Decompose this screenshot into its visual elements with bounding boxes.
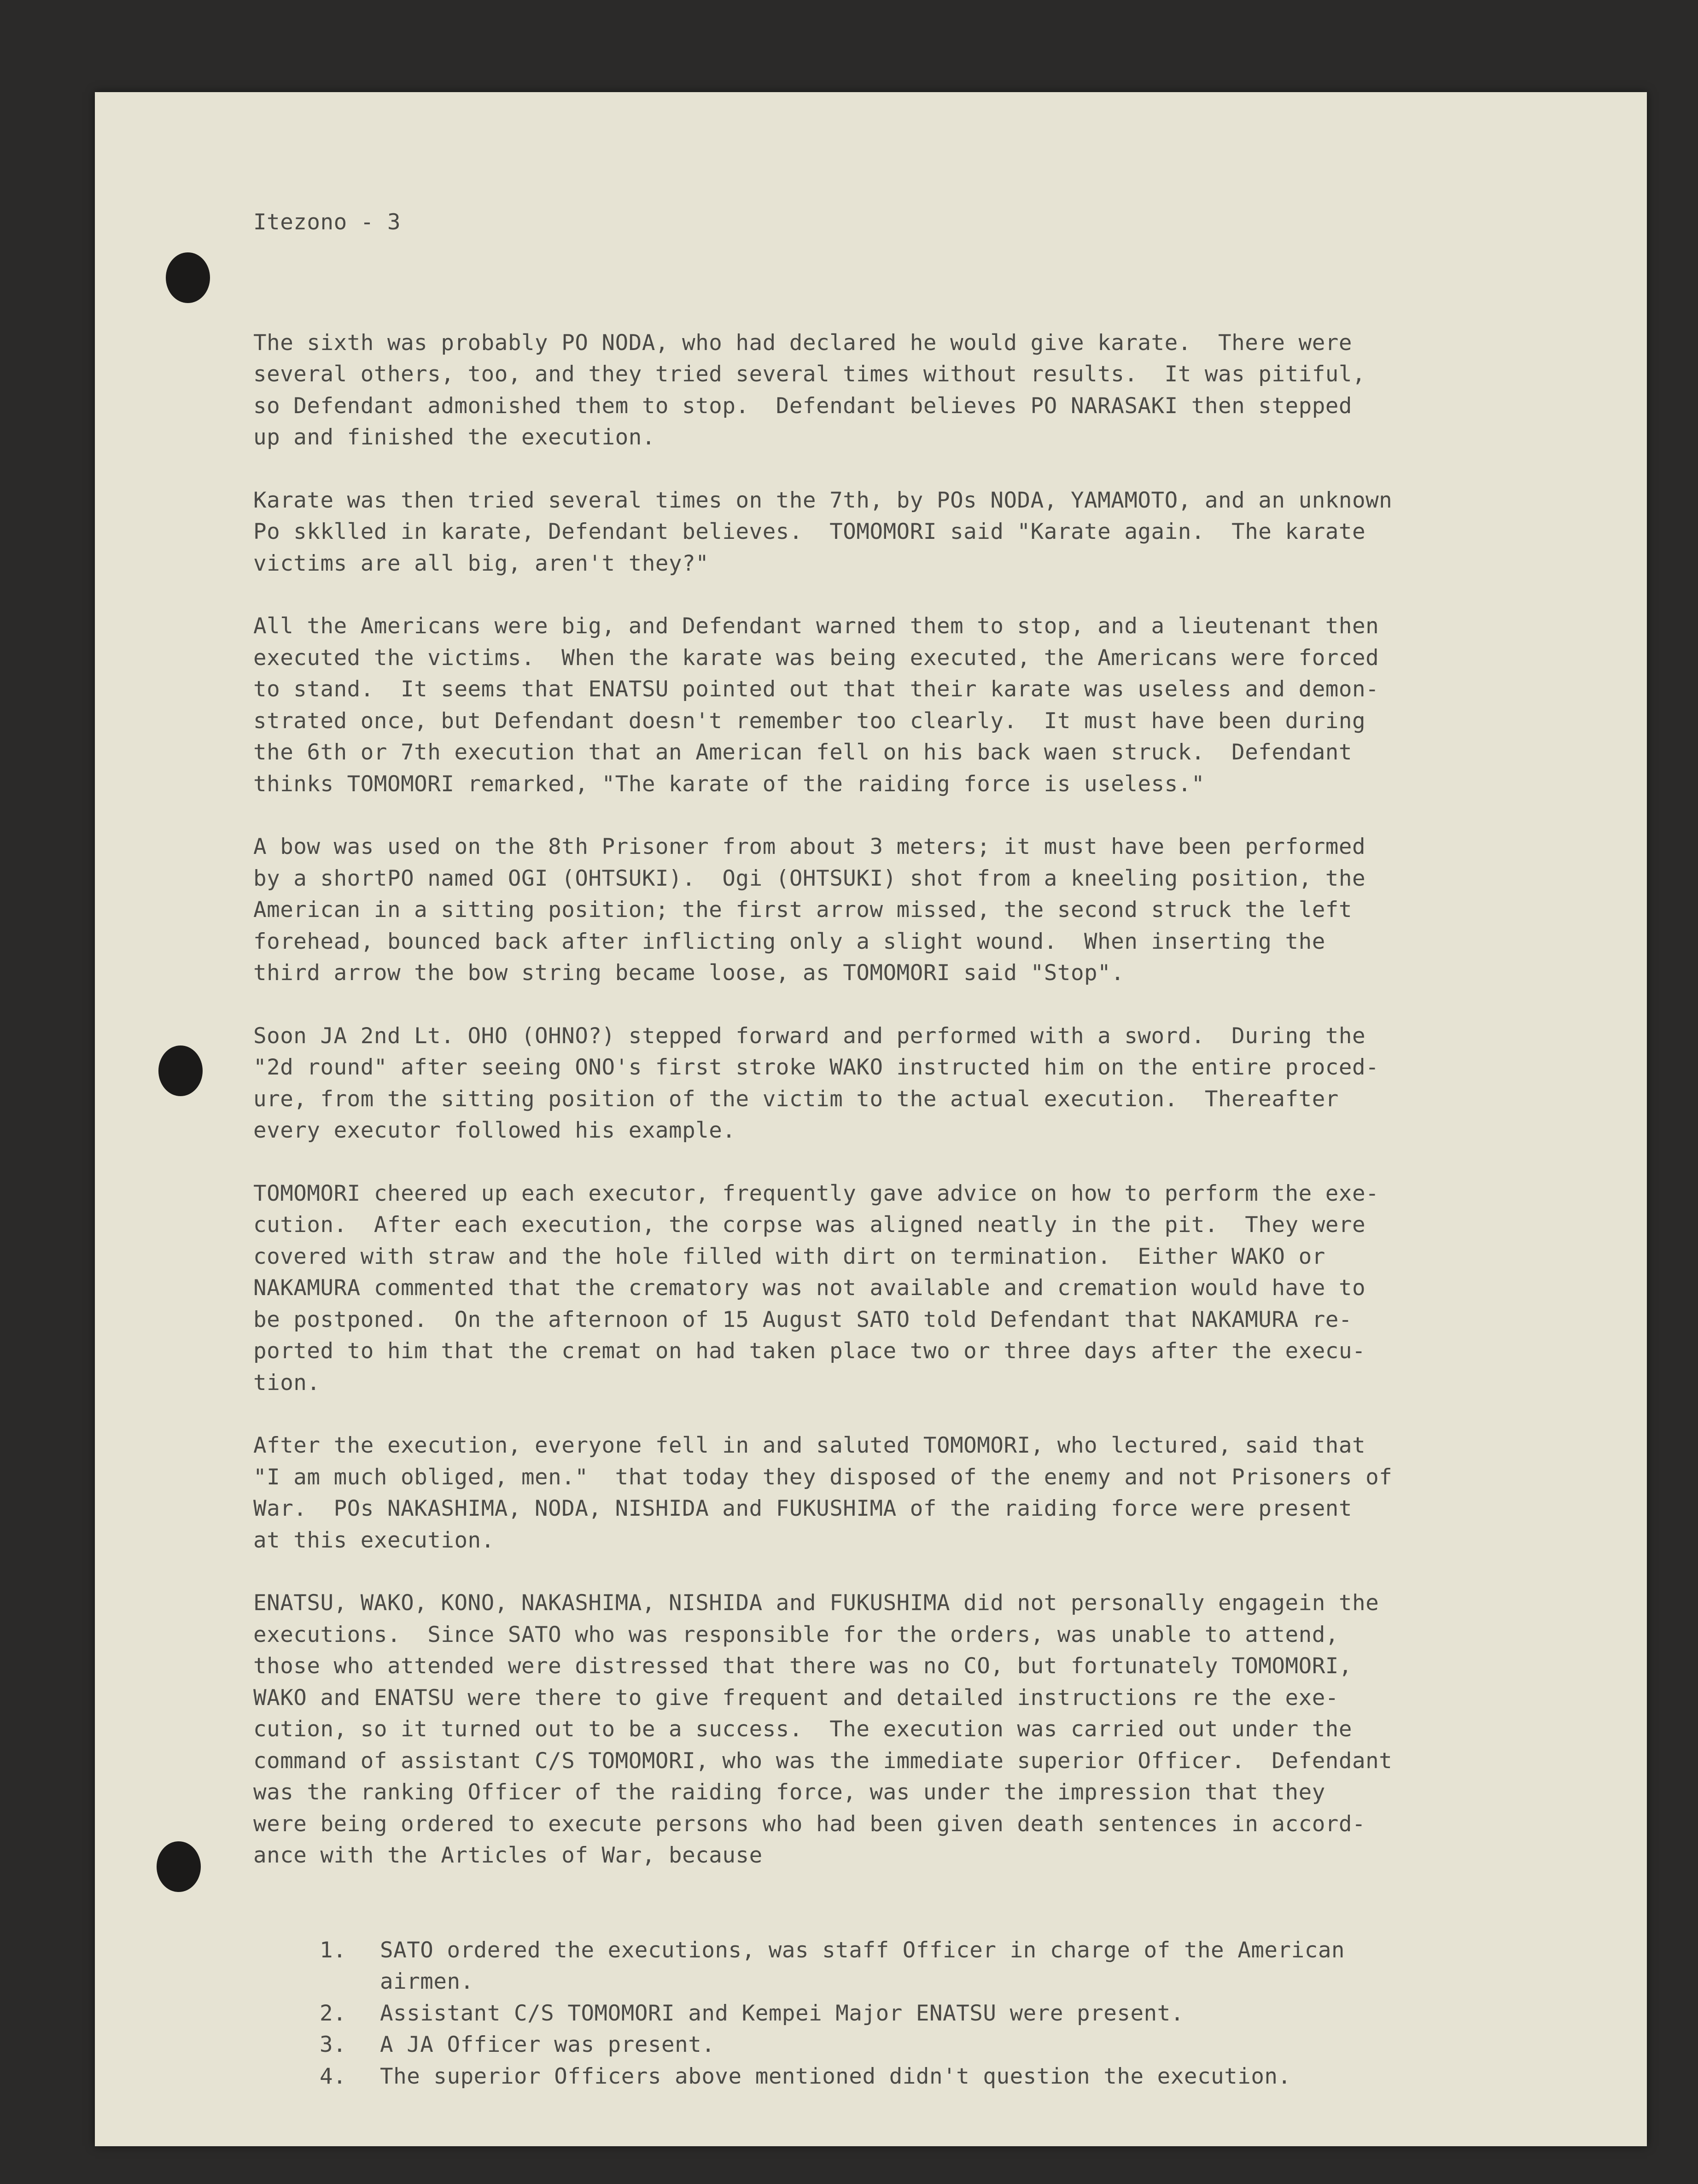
text-line: the 6th or 7th execution that an American fell on his back waen struck. Defendant: [253, 740, 1352, 765]
list-text: Assistant C/S TOMOMORI and Kempei Major ENATSU were present.: [380, 2000, 1184, 2026]
text-line: those who attended were distressed that there was no CO, but fortunately TOMOMORI,: [253, 1653, 1352, 1679]
text-line: "2d round" after seeing ONO's first stroke WAKO instructed him on the entire proced-: [253, 1055, 1379, 1080]
text-line: Po skklled in karate, Defendant believes. TOMOMORI said "Karate again. The karate: [253, 519, 1366, 544]
text-line: tion.: [253, 1370, 321, 1396]
text-line: War. POs NAKASHIMA, NODA, NISHIDA and FUKUSHIMA of the raiding force were present: [253, 1496, 1352, 1521]
list-item: [253, 1998, 1589, 2030]
list-text: SATO ordered the executions, was staff Officer in charge of the American: [380, 1937, 1345, 1963]
punch-hole-bottom: [157, 1841, 201, 1892]
text-line: by a shortPO named OGI (OHTSUKI). Ogi (OHTSUKI) shot from a kneeling position, the: [253, 865, 1366, 891]
text-line: so Defendant admonished them to stop. Defendant believes PO NARASAKI then stepped: [253, 393, 1352, 419]
list-number: 4.: [320, 2063, 347, 2089]
paragraph: [253, 1588, 1589, 1872]
paragraph: [253, 1021, 1589, 1147]
text-line: After the execution, everyone fell in and saluted TOMOMORI, who lectured, said that: [253, 1433, 1366, 1458]
text-line: up and finished the execution.: [253, 425, 655, 450]
text-line: A bow was used on the 8th Prisoner from about 3 meters; it must have been performed: [253, 834, 1366, 859]
text-line: was the ranking Officer of the raiding force, was under the impression that they: [253, 1780, 1325, 1805]
text-line: several others, too, and they tried several times without results. It was pitiful,: [253, 362, 1366, 387]
numbered-list: [253, 1935, 1589, 2093]
text-line: at this execution.: [253, 1527, 495, 1553]
punch-hole-middle: [158, 1045, 203, 1096]
text-line: executions. Since SATO who was responsible for the orders, was unable to attend,: [253, 1622, 1339, 1647]
list-item: [253, 1935, 1589, 1967]
text-line: ENATSU, WAKO, KONO, NAKASHIMA, NISHIDA and FUKUSHIMA did not personally engagein the: [253, 1590, 1379, 1616]
text-line: The sixth was probably PO NODA, who had declared he would give karate. There were: [253, 330, 1352, 356]
text-line: WAKO and ENATSU were there to give frequent and detailed instructions re the exe-: [253, 1685, 1339, 1711]
paragraph: [253, 485, 1589, 580]
list-text: A JA Officer was present.: [380, 2032, 715, 2057]
text-line: ure, from the sitting position of the victim to the actual execution. Thereafter: [253, 1086, 1339, 1112]
list-number: 2.: [320, 2000, 347, 2026]
text-line: NAKAMURA commented that the crematory was not available and cremation would have to: [253, 1275, 1366, 1301]
list-item: [253, 2061, 1589, 2093]
text-line: Karate was then tried several times on the 7th, by POs NODA, YAMAMOTO, and an unknown: [253, 487, 1393, 513]
text-line: All the Americans were big, and Defendant warned them to stop, and a lieutenant then: [253, 613, 1379, 639]
paragraph: [253, 1178, 1589, 1399]
paragraph: [253, 1430, 1589, 1556]
list-text: The superior Officers above mentioned didn't question the execution.: [380, 2063, 1291, 2089]
text-line: ance with the Articles of War, because: [253, 1843, 763, 1868]
text-line: Soon JA 2nd Lt. OHO (OHNO?) stepped forward and performed with a sword. During the: [253, 1023, 1366, 1049]
text-line: every executor followed his example.: [253, 1118, 736, 1143]
text-line: "I am much obliged, men." that today they disposed of the enemy and not Prisoners of: [253, 1464, 1393, 1490]
text-line: were being ordered to execute persons who had been given death sentences in accord-: [253, 1811, 1366, 1837]
paragraph: [253, 327, 1589, 454]
paragraph: [253, 611, 1589, 800]
paragraph: [253, 831, 1589, 989]
text-line: cution, so it turned out to be a success. The execution was carried out under the: [253, 1717, 1352, 1742]
page-header: Itezono - 3: [253, 210, 401, 235]
text-line: victims are all big, aren't they?": [253, 550, 709, 576]
list-item: [253, 1966, 1589, 1998]
text-line: ported to him that the cremat on had taken place two or three days after the execu-: [253, 1338, 1366, 1364]
paragraphs: [253, 327, 1589, 1872]
text-line: thinks TOMOMORI remarked, "The karate of the raiding force is useless.": [253, 771, 1205, 797]
text-line: strated once, but Defendant doesn't remember too clearly. It must have been during: [253, 708, 1366, 734]
text-line: be postponed. On the afternoon of 15 August SATO told Defendant that NAKAMURA re-: [253, 1307, 1352, 1332]
list-number: 1.: [320, 1937, 347, 1963]
list-number: 3.: [320, 2032, 347, 2057]
text-line: covered with straw and the hole filled with dirt on termination. Either WAKO or: [253, 1244, 1325, 1269]
text-line: forehead, bounced back after inflicting only a slight wound. When inserting the: [253, 928, 1325, 954]
text-line: command of assistant C/S TOMOMORI, who was the immediate superior Officer. Defendant: [253, 1748, 1393, 1774]
list-text: airmen.: [380, 1969, 474, 1994]
text-line: TOMOMORI cheered up each executor, frequently gave advice on how to perform the exe-: [253, 1180, 1379, 1206]
typed-text-body: [253, 144, 1589, 2155]
text-line: third arrow the bow string became loose, as TOMOMORI said "Stop".: [253, 960, 1125, 986]
punch-hole-top: [166, 252, 210, 303]
text-line: executed the victims. When the karate was being executed, the Americans were forced: [253, 645, 1379, 671]
text-line: American in a sitting position; the first arrow missed, the second struck the left: [253, 897, 1352, 923]
text-line: cution. After each execution, the corpse was aligned neatly in the pit. They were: [253, 1212, 1366, 1238]
list-item: [253, 2029, 1589, 2061]
text-line: to stand. It seems that ENATSU pointed out that their karate was useless and demon-: [253, 677, 1379, 702]
